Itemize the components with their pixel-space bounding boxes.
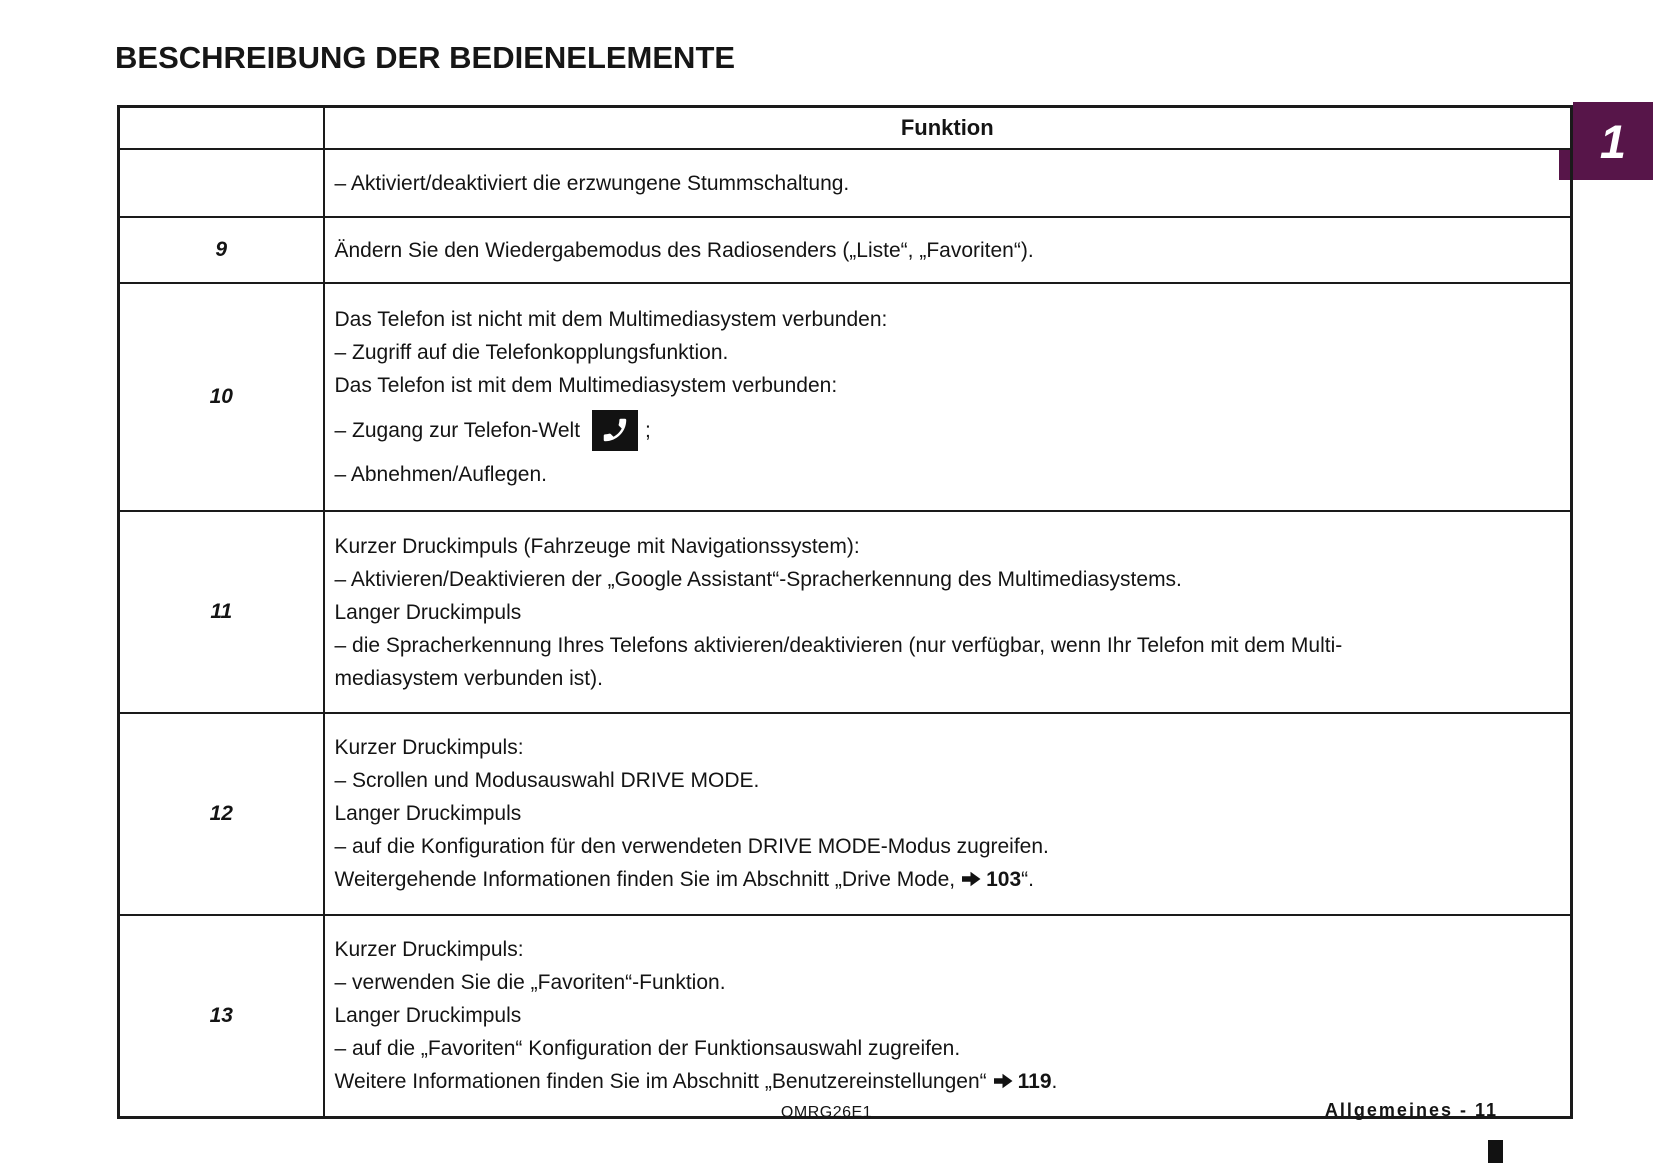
print-registration-mark (1488, 1140, 1503, 1163)
function-line: – Aktivieren/Deaktivieren der „Google Assistant“-Spracherkennung des Multimediasystems. (334, 567, 1182, 591)
function-line: mediasystem verbunden ist). (334, 666, 603, 690)
function-line: – auf die „Favoriten“ Konfiguration der Funktionsauswahl zugreifen. (334, 1037, 961, 1060)
row-number (119, 149, 324, 217)
row-number: 11 (119, 511, 324, 713)
function-line: – die Spracherkennung Ihres Telefons aktivieren/deaktivieren (nur verfügbar, wenn Ihr Telefon mit dem Multi- (334, 633, 1343, 657)
cross-reference-page: 119 (1017, 1070, 1052, 1093)
function-cell (324, 915, 1572, 1118)
jump-arrow-icon (962, 864, 981, 897)
row-number: 9 (119, 217, 324, 283)
function-line: Kurzer Druckimpuls: (334, 938, 524, 961)
chapter-page-label: Allgemeines - 11 (1324, 1100, 1498, 1120)
function-line: – Zugriff auf die Telefonkopplungsfunktion. (334, 341, 729, 364)
function-line: – Aktiviert/deaktiviert die erzwungene Stummschaltung. (334, 171, 850, 195)
cross-reference (994, 1070, 1052, 1093)
function-line-text: – Zugang zur Telefon-Welt (334, 418, 581, 442)
row-number: 12 (119, 713, 324, 915)
document-code: OMRG26E1 (780, 1104, 873, 1121)
function-line-text: Weitere Informationen finden Sie im Abschnitt „Benutzereinstellungen“ (334, 1070, 987, 1093)
table-row (119, 915, 1572, 1118)
chapter-tab (1573, 102, 1653, 180)
function-cell (324, 713, 1572, 915)
row-number: 13 (119, 915, 324, 1118)
table-row (119, 283, 1572, 511)
function-line: Das Telefon ist mit dem Multimediasystem verbunden: (334, 374, 838, 397)
function-line (335, 1065, 1557, 1099)
function-cell (324, 283, 1572, 511)
row-number: 10 (119, 283, 324, 511)
function-line: Langer Druckimpuls (334, 802, 522, 825)
phone-icon (592, 410, 638, 451)
function-line: Langer Druckimpuls (334, 1004, 522, 1027)
function-line: – Abnehmen/Auflegen. (334, 463, 548, 486)
function-line-text: ; (645, 418, 651, 442)
function-cell (324, 217, 1572, 283)
chapter-tab-number: 1 (1599, 114, 1627, 168)
function-cell (324, 149, 1572, 217)
function-line-text: . (1051, 1070, 1058, 1093)
function-line: Das Telefon ist nicht mit dem Multimediasystem verbunden: (334, 308, 888, 331)
cross-reference-page: 103 (986, 868, 1022, 891)
page-title: BESCHREIBUNG DER BEDIENELEMENTE (115, 40, 736, 75)
function-line (335, 863, 1557, 897)
table-row (119, 511, 1572, 713)
table-row (119, 149, 1572, 217)
function-line (335, 402, 1557, 458)
controls-table (117, 105, 1573, 1119)
jump-arrow-icon (994, 1066, 1013, 1099)
function-line: Kurzer Druckimpuls (Fahrzeuge mit Navigationssystem): (334, 534, 860, 558)
table-row (119, 217, 1572, 283)
function-line: Kurzer Druckimpuls: (334, 736, 524, 759)
cross-reference (962, 868, 1021, 891)
function-line-text: “. (1021, 868, 1034, 891)
function-line: Ändern Sie den Wiedergabemodus des Radiosenders („Liste“, „Favoriten“). (334, 238, 1034, 262)
function-line: – verwenden Sie die „Favoriten“-Funktion. (334, 971, 726, 994)
header-empty-cell (119, 107, 324, 150)
function-line: Langer Druckimpuls (334, 600, 522, 624)
column-header-funktion: Funktion (324, 107, 1572, 150)
function-line: – auf die Konfiguration für den verwendeten DRIVE MODE-Modus zugreifen. (334, 835, 1049, 858)
table-row (119, 713, 1572, 915)
function-line-text: Weitergehende Informationen finden Sie im Abschnitt „Drive Mode, (334, 868, 956, 891)
function-line: – Scrollen und Modusauswahl DRIVE MODE. (334, 769, 760, 792)
table-header-row (119, 107, 1572, 150)
function-cell (324, 511, 1572, 713)
